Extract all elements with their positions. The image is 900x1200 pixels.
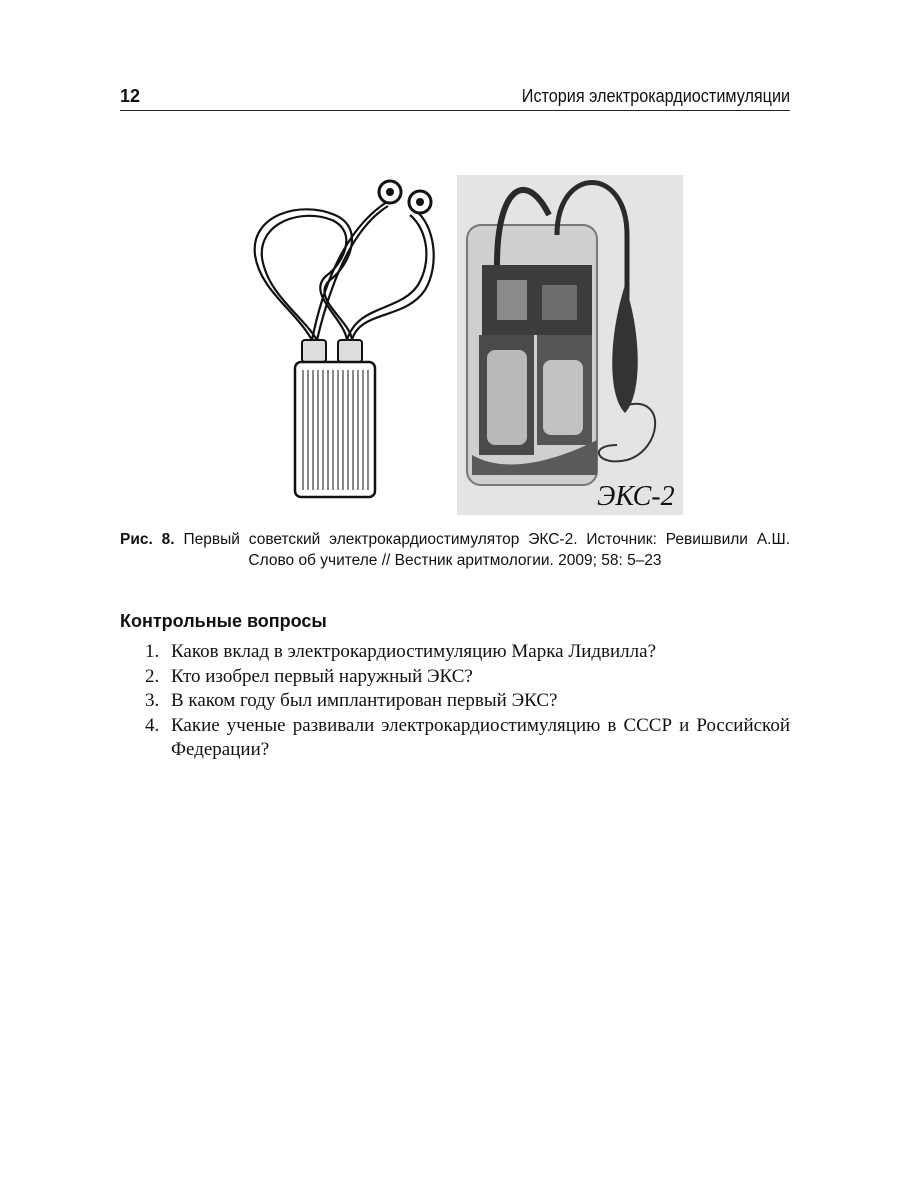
question-item xyxy=(145,714,790,763)
question-item xyxy=(145,689,790,714)
eks2-photo xyxy=(457,175,683,515)
caption-text: Первый советский электрокардиостимулятор ЭКС-2. Источник: Ревишвили А.Ш. Слово об учителе // Вестник аритмологии. 2009; 58: 5–23 xyxy=(183,531,791,569)
question-text: Какие ученые развивали электрокардиостимуляцию в СССР и Российской Федерации? xyxy=(171,714,790,760)
question-number: 4. xyxy=(145,714,160,736)
questions-list xyxy=(145,640,790,763)
caption-label: Рис. 8. xyxy=(120,531,175,548)
question-item xyxy=(145,665,790,690)
question-number: 3. xyxy=(145,690,160,711)
header-rule xyxy=(120,110,790,111)
page-number: 12 xyxy=(120,86,141,106)
page-header xyxy=(120,82,790,110)
question-number: 2. xyxy=(145,665,160,687)
question-text: В каком году был имплантирован первый ЭКС? xyxy=(171,690,558,711)
question-number: 1. xyxy=(145,641,160,662)
pacemaker-drawing xyxy=(240,170,440,510)
question-text: Кто изобрел первый наружный ЭКС? xyxy=(171,665,473,687)
question-text: Каков вклад в электрокардиостимуляцию Марка Лидвилла? xyxy=(171,641,657,662)
running-title: История электрокардиостимуляции xyxy=(521,86,790,106)
section-heading: Контрольные вопросы xyxy=(120,611,327,631)
figure-caption xyxy=(120,529,790,571)
question-item xyxy=(145,640,790,665)
eks2-photo-label: ЭКС-2 xyxy=(597,481,675,512)
